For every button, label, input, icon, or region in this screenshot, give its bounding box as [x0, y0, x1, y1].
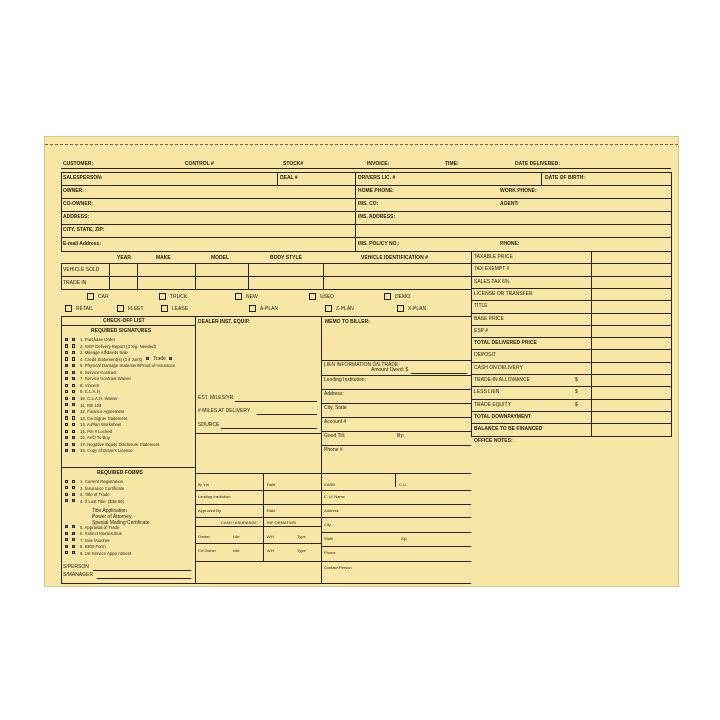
retail-label: RETAIL — [76, 306, 94, 312]
co-owner-type-label: Type — [297, 548, 306, 553]
signature-checkbox[interactable] — [72, 449, 75, 452]
agent-label: AGENT: — [500, 201, 519, 207]
signature-item: 17. Negative Equity Disclosure Statement — [80, 441, 160, 447]
required-signatures-title: REQUIRED SIGNATURES — [91, 328, 152, 334]
signature-checkbox[interactable] — [72, 436, 75, 439]
signature-item: 18. Copy of Drivers License — [80, 448, 133, 454]
owner-label: OWNER: — [63, 188, 84, 194]
owner-ah-label: A/H — [267, 534, 274, 539]
money-row-line — [471, 436, 671, 437]
signature-item: 4. Credit Statement(s) (2 if Joint) — [80, 356, 143, 362]
dollar-sign: $ — [575, 377, 578, 383]
signature-checkbox[interactable] — [65, 377, 68, 380]
form-checkbox[interactable] — [65, 493, 68, 496]
signature-item: 1. Purchase Order — [80, 337, 116, 342]
a-plan-label: A-PLAN — [260, 306, 279, 312]
z-plan-label: Z-PLAN — [336, 306, 354, 312]
money-row-line — [471, 399, 671, 400]
form-item: 9. 1st Service Appo ntment — [80, 550, 132, 556]
amount-owed-label: Amount Owed: $ — [371, 367, 409, 373]
ins-address-label: INS. ADDRESS: — [358, 214, 396, 220]
form-checkbox[interactable] — [72, 499, 75, 502]
money-row-label: BASE PRICE — [474, 315, 505, 322]
form-item: 5. Appraisal of Trade — [80, 524, 120, 530]
lease-label: LEASE — [172, 306, 189, 312]
form-checkbox[interactable] — [65, 480, 68, 483]
money-row-label: LICENSE OR TRANSFER — [474, 290, 533, 297]
phone-label: PHONE: — [500, 241, 520, 247]
control-label: CONTROL # — [185, 161, 214, 167]
money-row-line — [471, 349, 671, 350]
vehicle-model-header: MODEL — [211, 255, 230, 261]
money-row-line — [471, 362, 671, 363]
a-plan-checkbox[interactable] — [249, 305, 256, 312]
money-row-line — [471, 263, 671, 264]
signature-checkbox[interactable] — [65, 384, 68, 387]
money-row-line — [471, 423, 671, 424]
form-item: 6. Collect Monies Due — [80, 531, 123, 536]
money-row-line — [471, 276, 671, 277]
signature-checkbox[interactable] — [65, 403, 68, 406]
form-item: 3. Title of Trade — [80, 492, 110, 497]
money-row-label: DEPOSIT — [474, 352, 496, 359]
yrs-label: ify Yrs — [198, 482, 210, 487]
signature-item: 13. Co-Signer Statement — [80, 415, 128, 421]
contact-person-label: Contact Person — [324, 565, 352, 570]
signature-checkbox[interactable] — [65, 443, 68, 446]
dealer-equip-title: DEALER INST. EQUIP. — [198, 319, 250, 325]
form-item: 8. 8300 Form — [80, 544, 106, 549]
vehicle-make-header: MAKE — [156, 255, 171, 261]
required-forms-title: REQUIRED FORMS — [97, 470, 143, 476]
approved-by-label: Approved By — [198, 508, 221, 513]
city-state-zip-label: CITY, STATE, ZIP: — [63, 227, 105, 233]
signature-checkbox[interactable] — [72, 410, 75, 413]
signature-item: 9. C.L.A.H. — [80, 389, 102, 395]
form-checkbox[interactable] — [65, 486, 68, 489]
x-plan-checkbox[interactable] — [397, 305, 404, 312]
good-till-label: Good Till: — [324, 433, 346, 439]
special-mailing-label: Special Mailing Certificate — [92, 520, 150, 526]
lending-inst-label: Lending Institution — [198, 494, 231, 499]
signature-checkbox[interactable] — [65, 344, 68, 347]
signature-item: 14. A-Plan Worksheet — [80, 422, 122, 428]
signature-checkbox[interactable] — [65, 449, 68, 452]
vehicle-body-header: BODY STYLE — [270, 255, 302, 261]
signature-checkbox[interactable] — [65, 364, 68, 367]
ins-policy-label: INS. POLICY NO.: — [358, 241, 400, 247]
new-label: NEW — [246, 294, 258, 300]
signature-item: 5. Physical Damage Statement/Proof of Insurance — [80, 363, 176, 369]
signature-item: 11. RD 108 — [80, 402, 102, 408]
home-phone-label: HOME PHONE: — [358, 188, 394, 194]
form-checkbox[interactable] — [72, 480, 75, 483]
lending-institution-label: Lending Institution: — [324, 377, 366, 383]
money-row-line — [471, 300, 671, 301]
money-row-label: TITLE — [474, 303, 488, 310]
fleet-checkbox[interactable] — [117, 305, 124, 312]
power-of-attorney-label: Power of Attorney — [92, 514, 132, 520]
form-checkbox[interactable] — [72, 486, 75, 489]
money-row-line — [471, 374, 671, 375]
dollar-sign: $ — [575, 401, 578, 408]
owner-life-label: Life — [233, 534, 240, 539]
money-row-line — [471, 325, 671, 326]
form-checkbox[interactable] — [65, 532, 68, 535]
cu-name-label: C. U. Name — [324, 494, 345, 499]
money-row-label: TOTAL DELIVERED PRICE — [474, 340, 537, 347]
lien-address-label: Address: — [324, 391, 344, 397]
by-label: By: — [397, 433, 405, 439]
header-underline — [61, 168, 671, 169]
cu-state-label: State — [324, 536, 334, 541]
money-row-label: TRADE EQUITY — [474, 401, 511, 408]
money-row-label: CASH ON DELIVERY — [474, 364, 523, 371]
stock-label: STOCK# — [283, 161, 304, 167]
memo-title: MEMO TO BILLER: — [325, 319, 370, 325]
money-row-label: ESP # — [474, 327, 489, 334]
used-label: USED — [320, 294, 334, 300]
z-plan-checkbox[interactable] — [325, 305, 332, 312]
rate-label: Rate — [267, 482, 276, 487]
email-label: E-mail Address: — [63, 241, 101, 247]
deal-label: DEAL # — [280, 175, 298, 181]
mileage-trade-checkbox[interactable] — [169, 357, 172, 360]
signature-checkbox[interactable] — [72, 377, 75, 380]
truck-label: TRUCK — [170, 294, 188, 300]
vehicle-sold-label: VEHICLE SOLD — [63, 267, 100, 273]
drivers-lic-label: DRIVERS LIC. # — [358, 175, 396, 181]
mileage-sale-checkbox[interactable] — [146, 357, 149, 360]
signature-checkbox[interactable] — [72, 364, 75, 367]
work-phone-label: WORK PHONE: — [500, 188, 537, 194]
demo-checkbox[interactable] — [384, 293, 391, 300]
signature-checkbox[interactable] — [65, 397, 68, 400]
mileage-trade-label: Trade — [153, 356, 166, 362]
co-owner-life-label: Life — [233, 548, 240, 553]
signature-item: 12. Finance Agreement — [80, 409, 125, 415]
fleet-label: FLEET — [128, 306, 144, 312]
truck-checkbox[interactable] — [159, 293, 166, 300]
signature-item: 7. Service Contract Waiver — [80, 376, 131, 382]
signature-checkbox[interactable] — [65, 430, 68, 433]
deal-jacket-envelope — [44, 136, 679, 587]
cu-label: C.U. — [399, 482, 407, 487]
x-plan-label: X-PLAN — [408, 306, 427, 312]
form-item: 7. Gas Voucher — [80, 537, 110, 543]
vehicle-year-header: YEAR — [117, 255, 131, 261]
ins-co-label: INS. CO: — [358, 201, 379, 207]
owner-type-label: Type — [297, 534, 306, 539]
form-checkbox[interactable] — [65, 545, 68, 548]
invoice-label: INVOICE: — [367, 161, 390, 167]
signature-checkbox[interactable] — [72, 416, 75, 419]
address-label: ADDRESS: — [63, 214, 90, 220]
customer-label: CUSTOMER: — [63, 161, 94, 167]
money-row-line — [471, 386, 671, 387]
lien-phone-label: Phone # — [324, 447, 343, 453]
signature-checkbox[interactable] — [72, 357, 75, 360]
money-row-label: TAX EXEMPT # — [474, 266, 510, 273]
signature-checkbox[interactable] — [72, 390, 75, 393]
money-row-line — [471, 251, 671, 252]
form-checkbox[interactable] — [65, 525, 68, 528]
signature-checkbox[interactable] — [72, 403, 75, 406]
form-checkbox[interactable] — [72, 532, 75, 535]
money-row-line — [471, 313, 671, 314]
retail-checkbox[interactable] — [65, 305, 72, 312]
salesperson-label: SALESPERSON: — [63, 175, 103, 181]
cash-label: CASH — [324, 482, 336, 487]
dob-label: DATE OF BIRTH: — [545, 175, 585, 181]
signature-checkbox[interactable] — [65, 410, 68, 413]
office-notes-label: OFFICE NOTES: — [474, 438, 513, 444]
signature-checkbox[interactable] — [72, 430, 75, 433]
signature-checkbox[interactable] — [72, 397, 75, 400]
form-checkbox[interactable] — [65, 538, 68, 541]
money-row-line — [471, 411, 671, 412]
signature-checkbox[interactable] — [65, 351, 68, 354]
signature-checkbox[interactable] — [65, 338, 68, 341]
source-label: SOURCE — [198, 422, 220, 428]
signature-item: 8. Vincent — [80, 382, 100, 388]
checkoff-title: CHECK-OFF LIST — [103, 318, 145, 324]
signature-item: 16. AVO To Buy — [80, 435, 110, 441]
signature-checkbox[interactable] — [72, 371, 75, 374]
information-label: INF ORMATION — [267, 520, 296, 525]
signature-checkbox[interactable] — [65, 357, 68, 360]
used-checkbox[interactable] — [309, 293, 316, 300]
est-miles-label: EST. MILES/YR: — [198, 395, 235, 401]
money-row-line — [471, 288, 671, 289]
new-checkbox[interactable] — [235, 293, 242, 300]
sperson-label: S/PERSON — [63, 564, 89, 570]
signature-item: 15. Pin # Locked — [80, 428, 113, 434]
signature-checkbox[interactable] — [72, 338, 75, 341]
money-row-label: TAXABLE PRICE — [474, 254, 513, 260]
account-label: Account # — [324, 419, 347, 425]
form-checkbox[interactable] — [72, 525, 75, 528]
signature-checkbox[interactable] — [65, 423, 68, 426]
co-owner-ah-label: A/H — [267, 548, 274, 553]
co-owner-ins-label: Co Owner — [198, 548, 217, 553]
time-label: TIME: — [445, 161, 459, 167]
signature-item: 6. Service Contract — [80, 369, 117, 375]
lease-checkbox[interactable] — [161, 305, 168, 312]
demo-label: DEMO — [395, 294, 410, 300]
smanager-label: S/MANAGER — [63, 572, 94, 578]
money-row-line — [471, 337, 671, 338]
form-checkbox[interactable] — [72, 545, 75, 548]
signature-checkbox[interactable] — [65, 416, 68, 419]
form-item: 1. Current Registration — [80, 479, 124, 484]
trade-in-label: TRADE IN — [63, 280, 87, 286]
cu-zip-label: Zip — [401, 536, 407, 541]
form-checkbox[interactable] — [72, 538, 75, 541]
cu-phone-label: Phone — [324, 550, 336, 555]
lien-info-label: LIEN INFORMATION ON TRADE: — [324, 362, 400, 368]
date-delivered-label: DATE DELIVERED: — [515, 161, 560, 167]
dollar-sign: $ — [575, 389, 578, 396]
money-row-label: SALES TAX 6% — [474, 278, 510, 285]
signature-checkbox[interactable] — [65, 390, 68, 393]
co-owner-label: CO-OWNER: — [63, 201, 93, 207]
owner-ins-label: Owner — [198, 534, 210, 539]
signature-checkbox[interactable] — [65, 436, 68, 439]
miles-at-delivery-label: # MILES AT DELIVERY — [198, 408, 251, 414]
signature-item: 2. GCP Delivery Report (3 Sig. Needed) — [80, 343, 157, 349]
signature-item: 10. C.L.A.H. Waiver — [80, 395, 118, 401]
form-item: 4. If Lost Title: ($38.00) — [80, 498, 124, 504]
cu-city-label: City — [324, 522, 331, 527]
cu-address-label: Address — [324, 508, 339, 513]
signature-item: 3. Mileage Affidavits Sale — [80, 350, 128, 356]
form-checkbox[interactable] — [65, 499, 68, 502]
clah-label: CLAH / ASURANCE — [221, 520, 258, 525]
money-row-label: TOTAL DOWNPAYMENT — [474, 413, 531, 420]
signature-checkbox[interactable] — [72, 443, 75, 446]
form-checkbox[interactable] — [72, 493, 75, 496]
title-application-label: Title Application — [92, 508, 127, 514]
form-checkbox[interactable] — [65, 551, 68, 554]
car-checkbox[interactable] — [87, 293, 94, 300]
money-row-label: BALANCE TO BE FINANCED — [474, 426, 543, 433]
money-row-label: TRADE-IN ALLOWANCE — [474, 377, 530, 383]
car-label: CAR — [98, 294, 109, 300]
signature-checkbox[interactable] — [65, 371, 68, 374]
approved-date-label: Date — [267, 508, 276, 513]
form-checkbox[interactable] — [72, 551, 75, 554]
signature-checkbox[interactable] — [72, 344, 75, 347]
flap-perforation — [45, 144, 678, 145]
money-row-label: LESS LIEN — [474, 389, 500, 396]
signature-checkbox[interactable] — [72, 384, 75, 387]
vehicle-vin-header: VEHICLE IDENTIFICATION # — [361, 255, 428, 261]
lien-city-label: City, State — [324, 405, 347, 411]
signature-checkbox[interactable] — [72, 351, 75, 354]
form-item: 2. Insurance Certificate — [80, 485, 125, 491]
signature-checkbox[interactable] — [72, 423, 75, 426]
